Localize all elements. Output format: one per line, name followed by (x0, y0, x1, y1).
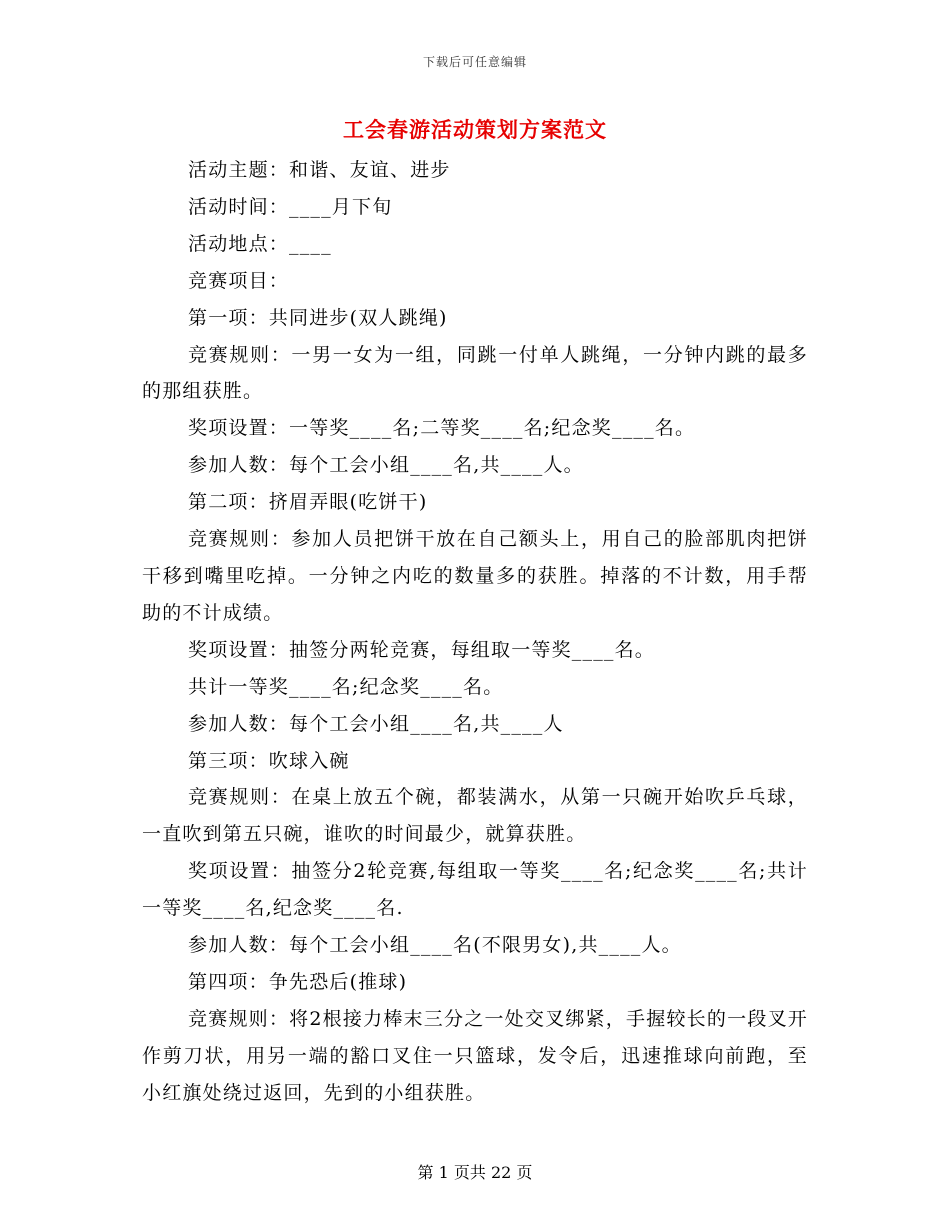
paragraph-event-2-awards: 奖项设置：抽签分两轮竞赛，每组取一等奖____名。 (188, 638, 656, 661)
paragraph-event-1-awards: 奖项设置：一等奖____名;二等奖____名;纪念奖____名。 (188, 417, 696, 440)
header-note: 下载后可任意编辑 (422, 55, 527, 69)
paragraph-event-3-participants: 参加人数：每个工会小组____名(不限男女),共____人。 (188, 934, 682, 957)
paragraph-theme: 活动主题：和谐、友谊、进步 (188, 159, 451, 181)
page-number: 第 1 页共 22 页 (417, 1163, 533, 1182)
paragraph-event-2-rules: 竞赛规则：参加人员把饼干放在自己额头上，用自己的脸部肌肉把饼干移到嘴里吃掉。一分钟之内吃的数量多的获胜。掉落的不计数，用手帮助的不计成绩。 (142, 528, 808, 624)
paragraph-event-4-title: 第四项：争先恐后(推球) (188, 970, 408, 993)
paragraph-events-heading: 竞赛项目： (188, 269, 290, 292)
paragraph-event-3-rules: 竞赛规则：在桌上放五个碗，都装满水，从第一只碗开始吹乒乓球，一直吹到第五只碗，谁吹的时间最少，就算获胜。 (142, 786, 808, 846)
paragraph-event-2-title: 第二项：挤眉弄眼(吃饼干) (188, 491, 428, 514)
paragraph-event-1-rules: 竞赛规则：一男一女为一组，同跳一付单人跳绳，一分钟内跳的最多的那组获胜。 (142, 343, 808, 403)
paragraph-event-2-participants: 参加人数：每个工会小组____名,共____人 (188, 712, 564, 735)
paragraph-event-3-awards: 奖项设置：抽签分2轮竞赛,每组取一等奖____名;纪念奖____名;共计一等奖____名,纪念奖____名. (142, 860, 808, 920)
paragraph-location: 活动地点：____ (188, 232, 332, 255)
document-title: 工会春游活动策划方案范文 (343, 117, 607, 142)
paragraph-event-2-awards-total: 共计一等奖____名;纪念奖____名。 (188, 675, 504, 698)
paragraph-event-1-title: 第一项：共同进步(双人跳绳) (188, 306, 448, 329)
paragraph-event-4-rules: 竞赛规则：将2根接力棒末三分之一处交叉绑紧，手握较长的一段叉开作剪刀状，用另一端的豁口叉住一只篮球，发令后，迅速推球向前跑，至小红旗处绕过返回，先到的小组获胜。 (142, 1007, 808, 1104)
paragraph-time: 活动时间：____月下旬 (188, 195, 393, 218)
paragraph-event-1-participants: 参加人数：每个工会小组____名,共____人。 (188, 454, 584, 477)
document-body (142, 152, 808, 1112)
paragraph-event-3-title: 第三项：吹球入碗 (188, 749, 350, 772)
